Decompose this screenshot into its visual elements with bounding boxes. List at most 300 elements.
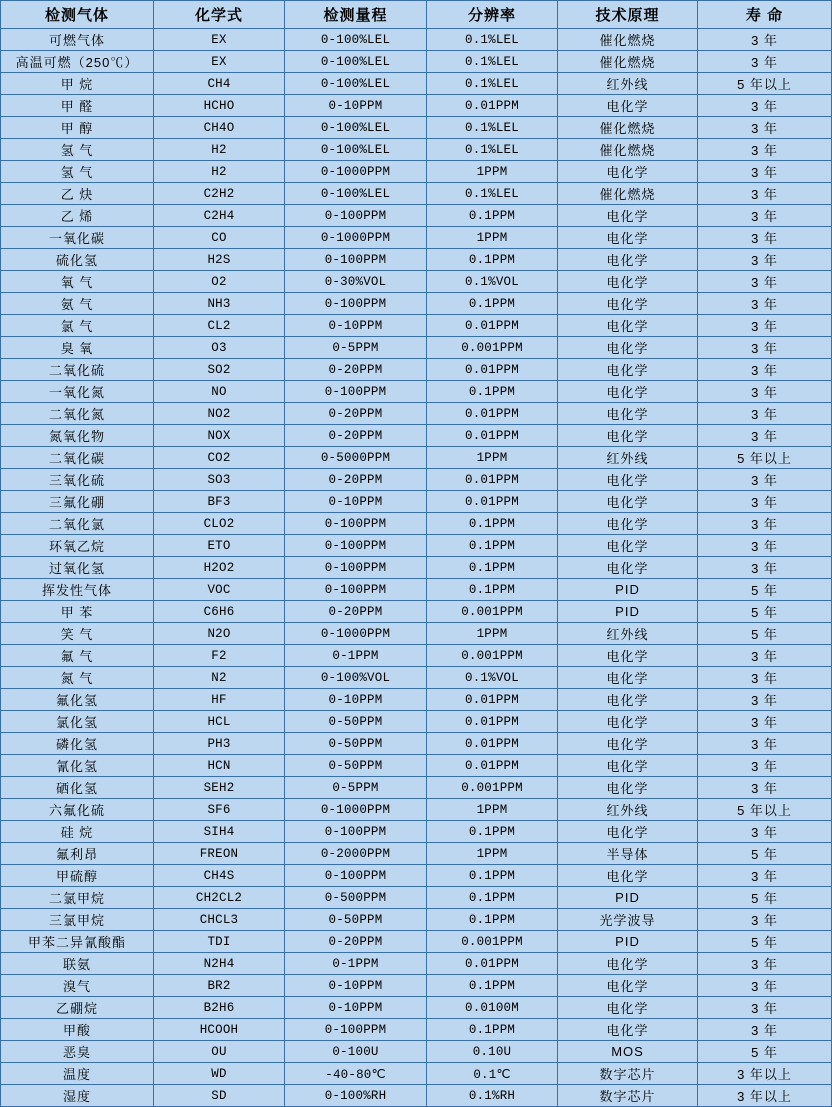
cell-lifetime: 3 年 [698, 337, 832, 359]
cell-formula: H2 [154, 139, 285, 161]
cell-resolution: 0.1%RH [427, 1085, 558, 1107]
cell-principle: 红外线 [558, 799, 698, 821]
cell-formula: HCHO [154, 95, 285, 117]
cell-principle: 电化学 [558, 491, 698, 513]
cell-gas: 六氟化硫 [1, 799, 154, 821]
cell-formula: C2H2 [154, 183, 285, 205]
table-row [1, 183, 832, 205]
cell-formula: B2H6 [154, 997, 285, 1019]
cell-formula: F2 [154, 645, 285, 667]
cell-principle: 电化学 [558, 711, 698, 733]
cell-lifetime: 5 年以上 [698, 799, 832, 821]
cell-range: 0-1000PPM [285, 227, 427, 249]
cell-formula: ETO [154, 535, 285, 557]
cell-range: 0-10PPM [285, 997, 427, 1019]
cell-principle: 电化学 [558, 865, 698, 887]
cell-principle: 电化学 [558, 227, 698, 249]
cell-principle: MOS [558, 1041, 698, 1063]
cell-range: 0-10PPM [285, 315, 427, 337]
cell-principle: 催化燃烧 [558, 139, 698, 161]
table-row [1, 887, 832, 909]
cell-resolution: 0.1PPM [427, 887, 558, 909]
cell-range: 0-1PPM [285, 953, 427, 975]
cell-range: 0-5PPM [285, 337, 427, 359]
cell-resolution: 0.1%LEL [427, 73, 558, 95]
table-row [1, 403, 832, 425]
column-header-principle: 技术原理 [558, 1, 698, 29]
cell-resolution: 1PPM [427, 447, 558, 469]
cell-resolution: 1PPM [427, 623, 558, 645]
cell-gas: 磷化氢 [1, 733, 154, 755]
cell-resolution: 0.1PPM [427, 909, 558, 931]
cell-lifetime: 3 年 [698, 51, 832, 73]
table-row [1, 337, 832, 359]
cell-resolution: 0.01PPM [427, 491, 558, 513]
cell-gas: 氟利昂 [1, 843, 154, 865]
cell-gas: 三氧化硫 [1, 469, 154, 491]
cell-principle: 电化学 [558, 777, 698, 799]
cell-gas: 二氯甲烷 [1, 887, 154, 909]
cell-gas: 氮氧化物 [1, 425, 154, 447]
table-row [1, 1085, 832, 1107]
cell-lifetime: 3 年 [698, 777, 832, 799]
table-row [1, 73, 832, 95]
cell-gas: 可燃气体 [1, 29, 154, 51]
cell-gas: 氰化氢 [1, 755, 154, 777]
cell-lifetime: 3 年 [698, 249, 832, 271]
cell-gas: 挥发性气体 [1, 579, 154, 601]
cell-formula: CH4 [154, 73, 285, 95]
cell-lifetime: 3 年 [698, 711, 832, 733]
cell-gas: 氧 气 [1, 271, 154, 293]
cell-principle: 电化学 [558, 667, 698, 689]
cell-gas: 温度 [1, 1063, 154, 1085]
cell-formula: H2O2 [154, 557, 285, 579]
cell-formula: CO2 [154, 447, 285, 469]
cell-lifetime: 3 年 [698, 909, 832, 931]
cell-resolution: 1PPM [427, 843, 558, 865]
cell-range: 0-1000PPM [285, 799, 427, 821]
cell-resolution: 0.1PPM [427, 865, 558, 887]
cell-range: 0-100PPM [285, 557, 427, 579]
cell-range: 0-5PPM [285, 777, 427, 799]
cell-resolution: 0.1%VOL [427, 667, 558, 689]
cell-range: 0-50PPM [285, 755, 427, 777]
cell-lifetime: 3 年 [698, 821, 832, 843]
cell-principle: 电化学 [558, 755, 698, 777]
cell-gas: 甲 烷 [1, 73, 154, 95]
cell-lifetime: 5 年以上 [698, 73, 832, 95]
cell-principle: 电化学 [558, 557, 698, 579]
cell-principle: PID [558, 601, 698, 623]
cell-lifetime: 3 年 [698, 997, 832, 1019]
table-row [1, 821, 832, 843]
table-row [1, 29, 832, 51]
table-row [1, 513, 832, 535]
cell-gas: 湿度 [1, 1085, 154, 1107]
cell-principle: 电化学 [558, 271, 698, 293]
cell-formula: NO [154, 381, 285, 403]
table-row [1, 733, 832, 755]
table-row [1, 1041, 832, 1063]
cell-resolution: 0.001PPM [427, 601, 558, 623]
cell-principle: 电化学 [558, 535, 698, 557]
cell-gas: 乙硼烷 [1, 997, 154, 1019]
cell-range: 0-100PPM [285, 513, 427, 535]
cell-formula: SO3 [154, 469, 285, 491]
cell-principle: 催化燃烧 [558, 29, 698, 51]
cell-resolution: 0.1PPM [427, 579, 558, 601]
cell-gas: 高温可燃（250℃） [1, 51, 154, 73]
cell-formula: NOX [154, 425, 285, 447]
cell-range: 0-10PPM [285, 95, 427, 117]
cell-gas: 乙 炔 [1, 183, 154, 205]
table-row [1, 931, 832, 953]
cell-range: 0-100PPM [285, 535, 427, 557]
cell-lifetime: 3 年 [698, 315, 832, 337]
cell-gas: 溴气 [1, 975, 154, 997]
cell-gas: 三氯甲烷 [1, 909, 154, 931]
cell-resolution: 0.1%VOL [427, 271, 558, 293]
cell-resolution: 0.01PPM [427, 469, 558, 491]
cell-lifetime: 3 年 [698, 557, 832, 579]
cell-formula: CO [154, 227, 285, 249]
cell-gas: 硫化氢 [1, 249, 154, 271]
cell-principle: 电化学 [558, 953, 698, 975]
cell-resolution: 0.1PPM [427, 557, 558, 579]
cell-principle: 电化学 [558, 315, 698, 337]
cell-lifetime: 3 年 [698, 227, 832, 249]
cell-lifetime: 5 年 [698, 931, 832, 953]
cell-lifetime: 5 年 [698, 601, 832, 623]
cell-resolution: 0.01PPM [427, 711, 558, 733]
cell-principle: 数字芯片 [558, 1063, 698, 1085]
cell-gas: 甲硫醇 [1, 865, 154, 887]
cell-principle: 催化燃烧 [558, 183, 698, 205]
column-header-lifetime: 寿 命 [698, 1, 832, 29]
table-row [1, 271, 832, 293]
cell-range: 0-500PPM [285, 887, 427, 909]
cell-resolution: 0.01PPM [427, 733, 558, 755]
cell-resolution: 0.1%LEL [427, 139, 558, 161]
cell-range: 0-100PPM [285, 1019, 427, 1041]
table-row [1, 359, 832, 381]
cell-formula: CH2CL2 [154, 887, 285, 909]
cell-formula: BF3 [154, 491, 285, 513]
cell-resolution: 0.1PPM [427, 535, 558, 557]
cell-formula: FREON [154, 843, 285, 865]
cell-lifetime: 5 年 [698, 1041, 832, 1063]
cell-range: 0-20PPM [285, 931, 427, 953]
cell-formula: HCOOH [154, 1019, 285, 1041]
cell-principle: 电化学 [558, 469, 698, 491]
table-row [1, 491, 832, 513]
cell-formula: H2 [154, 161, 285, 183]
table-row [1, 249, 832, 271]
cell-resolution: 0.1%LEL [427, 29, 558, 51]
cell-principle: 电化学 [558, 821, 698, 843]
cell-principle: 电化学 [558, 337, 698, 359]
cell-range: 0-20PPM [285, 601, 427, 623]
cell-resolution: 0.0100M [427, 997, 558, 1019]
cell-range: 0-100PPM [285, 293, 427, 315]
cell-principle: 电化学 [558, 205, 698, 227]
cell-resolution: 0.1PPM [427, 513, 558, 535]
cell-gas: 甲酸 [1, 1019, 154, 1041]
cell-lifetime: 3 年 [698, 403, 832, 425]
cell-range: 0-1000PPM [285, 623, 427, 645]
cell-lifetime: 3 年 [698, 161, 832, 183]
cell-resolution: 0.1PPM [427, 293, 558, 315]
table-row [1, 1063, 832, 1085]
table-row [1, 557, 832, 579]
cell-lifetime: 3 年 [698, 95, 832, 117]
cell-formula: CLO2 [154, 513, 285, 535]
table-row [1, 315, 832, 337]
cell-lifetime: 3 年以上 [698, 1063, 832, 1085]
cell-gas: 二氧化硫 [1, 359, 154, 381]
cell-range: 0-10PPM [285, 491, 427, 513]
table-row [1, 227, 832, 249]
table-row [1, 447, 832, 469]
cell-formula: BR2 [154, 975, 285, 997]
cell-lifetime: 3 年 [698, 865, 832, 887]
cell-resolution: 1PPM [427, 161, 558, 183]
cell-range: 0-100%LEL [285, 139, 427, 161]
cell-resolution: 0.001PPM [427, 645, 558, 667]
cell-principle: 电化学 [558, 1019, 698, 1041]
cell-lifetime: 3 年 [698, 271, 832, 293]
cell-range: 0-100%VOL [285, 667, 427, 689]
table-row [1, 293, 832, 315]
cell-gas: 甲 苯 [1, 601, 154, 623]
cell-range: 0-20PPM [285, 403, 427, 425]
cell-formula: CH4O [154, 117, 285, 139]
cell-principle: PID [558, 931, 698, 953]
cell-gas: 一氧化氮 [1, 381, 154, 403]
cell-range: 0-100%LEL [285, 117, 427, 139]
cell-gas: 二氧化碳 [1, 447, 154, 469]
table-row [1, 139, 832, 161]
cell-principle: 电化学 [558, 381, 698, 403]
cell-range: 0-100%LEL [285, 73, 427, 95]
cell-formula: NO2 [154, 403, 285, 425]
cell-lifetime: 5 年 [698, 579, 832, 601]
cell-principle: 电化学 [558, 95, 698, 117]
cell-lifetime: 3 年以上 [698, 1085, 832, 1107]
cell-resolution: 0.01PPM [427, 755, 558, 777]
cell-formula: EX [154, 51, 285, 73]
cell-range: 0-10PPM [285, 975, 427, 997]
table-row [1, 953, 832, 975]
cell-resolution: 0.01PPM [427, 403, 558, 425]
header-row [1, 1, 832, 29]
cell-gas: 笑 气 [1, 623, 154, 645]
cell-gas: 乙 烯 [1, 205, 154, 227]
cell-resolution: 0.01PPM [427, 689, 558, 711]
cell-resolution: 0.01PPM [427, 359, 558, 381]
cell-formula: N2O [154, 623, 285, 645]
cell-principle: 电化学 [558, 733, 698, 755]
cell-formula: C2H4 [154, 205, 285, 227]
table-row [1, 711, 832, 733]
cell-gas: 一氧化碳 [1, 227, 154, 249]
cell-range: -40-80℃ [285, 1063, 427, 1085]
cell-resolution: 0.01PPM [427, 425, 558, 447]
table-row [1, 799, 832, 821]
cell-formula: NH3 [154, 293, 285, 315]
cell-formula: H2S [154, 249, 285, 271]
cell-range: 0-100PPM [285, 821, 427, 843]
cell-principle: 电化学 [558, 425, 698, 447]
table-header [1, 1, 832, 29]
cell-lifetime: 3 年 [698, 491, 832, 513]
cell-formula: CHCL3 [154, 909, 285, 931]
cell-resolution: 0.1PPM [427, 205, 558, 227]
cell-lifetime: 5 年 [698, 887, 832, 909]
cell-principle: PID [558, 579, 698, 601]
table-body [1, 29, 832, 1107]
cell-range: 0-100%LEL [285, 183, 427, 205]
table-row [1, 469, 832, 491]
cell-principle: 半导体 [558, 843, 698, 865]
cell-lifetime: 3 年 [698, 975, 832, 997]
table-row [1, 909, 832, 931]
cell-range: 0-1PPM [285, 645, 427, 667]
cell-formula: HF [154, 689, 285, 711]
table-row [1, 975, 832, 997]
cell-gas: 三氟化硼 [1, 491, 154, 513]
column-header-formula: 化学式 [154, 1, 285, 29]
cell-gas: 氢 气 [1, 161, 154, 183]
cell-resolution: 1PPM [427, 799, 558, 821]
cell-resolution: 0.001PPM [427, 931, 558, 953]
cell-resolution: 0.001PPM [427, 777, 558, 799]
table-row [1, 623, 832, 645]
cell-lifetime: 5 年 [698, 623, 832, 645]
cell-gas: 氨 气 [1, 293, 154, 315]
cell-gas: 二氧化氮 [1, 403, 154, 425]
cell-resolution: 0.01PPM [427, 953, 558, 975]
cell-range: 0-100PPM [285, 381, 427, 403]
cell-gas: 氮 气 [1, 667, 154, 689]
cell-lifetime: 3 年 [698, 1019, 832, 1041]
table-row [1, 381, 832, 403]
cell-gas: 甲 醛 [1, 95, 154, 117]
cell-lifetime: 3 年 [698, 755, 832, 777]
table-row [1, 95, 832, 117]
column-header-resolution: 分辨率 [427, 1, 558, 29]
cell-range: 0-20PPM [285, 425, 427, 447]
cell-formula: VOC [154, 579, 285, 601]
table-row [1, 117, 832, 139]
table-row [1, 425, 832, 447]
cell-lifetime: 3 年 [698, 293, 832, 315]
table-row [1, 777, 832, 799]
cell-resolution: 0.1PPM [427, 381, 558, 403]
cell-lifetime: 3 年 [698, 117, 832, 139]
cell-principle: 光学波导 [558, 909, 698, 931]
cell-formula: CH4S [154, 865, 285, 887]
cell-lifetime: 3 年 [698, 359, 832, 381]
cell-lifetime: 3 年 [698, 425, 832, 447]
cell-gas: 氟 气 [1, 645, 154, 667]
cell-gas: 氢 气 [1, 139, 154, 161]
table-row [1, 755, 832, 777]
cell-gas: 臭 氧 [1, 337, 154, 359]
cell-gas: 二氧化氯 [1, 513, 154, 535]
cell-range: 0-10PPM [285, 689, 427, 711]
cell-gas: 联氨 [1, 953, 154, 975]
cell-formula: EX [154, 29, 285, 51]
table-row [1, 843, 832, 865]
table-row [1, 865, 832, 887]
cell-range: 0-20PPM [285, 469, 427, 491]
cell-principle: PID [558, 887, 698, 909]
cell-resolution: 0.01PPM [427, 315, 558, 337]
cell-lifetime: 5 年 [698, 843, 832, 865]
cell-gas: 氟化氢 [1, 689, 154, 711]
cell-resolution: 0.1%LEL [427, 183, 558, 205]
table-row [1, 689, 832, 711]
cell-formula: CL2 [154, 315, 285, 337]
cell-lifetime: 3 年 [698, 139, 832, 161]
cell-range: 0-1000PPM [285, 161, 427, 183]
cell-principle: 催化燃烧 [558, 117, 698, 139]
cell-formula: N2H4 [154, 953, 285, 975]
cell-range: 0-100%LEL [285, 51, 427, 73]
cell-formula: SF6 [154, 799, 285, 821]
cell-range: 0-5000PPM [285, 447, 427, 469]
cell-gas: 硒化氢 [1, 777, 154, 799]
cell-lifetime: 3 年 [698, 535, 832, 557]
cell-principle: 红外线 [558, 447, 698, 469]
column-header-gas: 检测气体 [1, 1, 154, 29]
cell-lifetime: 3 年 [698, 645, 832, 667]
cell-lifetime: 3 年 [698, 183, 832, 205]
cell-formula: OU [154, 1041, 285, 1063]
cell-formula: PH3 [154, 733, 285, 755]
cell-lifetime: 3 年 [698, 733, 832, 755]
cell-range: 0-50PPM [285, 909, 427, 931]
cell-range: 0-30%VOL [285, 271, 427, 293]
table-row [1, 1019, 832, 1041]
cell-gas: 环氧乙烷 [1, 535, 154, 557]
cell-resolution: 0.001PPM [427, 337, 558, 359]
cell-resolution: 0.01PPM [427, 95, 558, 117]
table-row [1, 535, 832, 557]
cell-range: 0-100%LEL [285, 29, 427, 51]
cell-lifetime: 3 年 [698, 689, 832, 711]
cell-gas: 甲 醇 [1, 117, 154, 139]
cell-lifetime: 3 年 [698, 205, 832, 227]
cell-principle: 电化学 [558, 513, 698, 535]
table-row [1, 51, 832, 73]
cell-resolution: 0.10U [427, 1041, 558, 1063]
cell-formula: SIH4 [154, 821, 285, 843]
cell-formula: N2 [154, 667, 285, 689]
cell-gas: 氯 气 [1, 315, 154, 337]
cell-formula: O2 [154, 271, 285, 293]
cell-resolution: 1PPM [427, 227, 558, 249]
cell-range: 0-100PPM [285, 579, 427, 601]
cell-formula: SD [154, 1085, 285, 1107]
cell-formula: HCN [154, 755, 285, 777]
cell-range: 0-50PPM [285, 733, 427, 755]
cell-range: 0-50PPM [285, 711, 427, 733]
cell-range: 0-100PPM [285, 249, 427, 271]
cell-lifetime: 5 年以上 [698, 447, 832, 469]
